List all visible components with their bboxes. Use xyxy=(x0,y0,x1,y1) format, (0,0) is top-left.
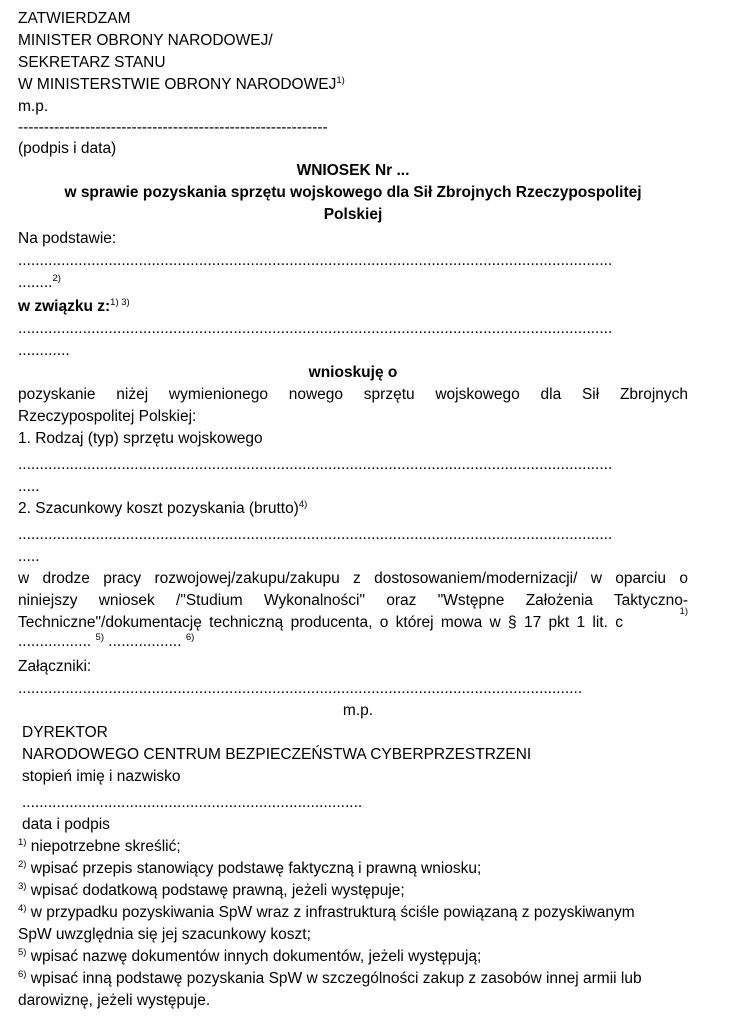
approval-line: SEKRETARZ STANU xyxy=(18,54,166,71)
document-subtitle: Polskiej xyxy=(323,206,383,223)
footnote-ref: 2) xyxy=(52,273,61,284)
signature-line: ------------------------------------------------------------ xyxy=(18,119,328,136)
fill-in-dots: ........ xyxy=(18,274,53,291)
signature-caption: data i podpis xyxy=(22,816,110,833)
footnote-ref: 6) xyxy=(185,632,195,643)
footnote-item xyxy=(18,836,688,858)
footnote-number: 3) xyxy=(18,881,27,892)
footnote-ref: 1) xyxy=(679,606,688,617)
document-subtitle: w sprawie pozyskania sprzętu wojskowego dla Sił Zbrojnych Rzeczypospolitej xyxy=(64,184,642,201)
item-label xyxy=(18,498,688,520)
footnote-item xyxy=(18,858,688,880)
approval-line: MINISTER OBRONY NARODOWEJ/ xyxy=(18,32,273,49)
fill-in-line[interactable]: .......................................................................................................................................... xyxy=(18,252,613,269)
signatory-name-caption: stopień imię i nazwisko xyxy=(22,768,181,785)
fill-in-line[interactable]: ................................................................................................................................... xyxy=(18,680,583,697)
approval-line xyxy=(18,74,688,96)
footnote-ref: 1) xyxy=(336,75,345,86)
footnote-item xyxy=(18,946,688,968)
approval-header xyxy=(18,8,688,160)
footnote-ref: 1) 3) xyxy=(110,297,130,308)
footnote-number: 1) xyxy=(18,837,27,848)
request-text: Rzeczypospolitej Polskiej: xyxy=(18,408,197,425)
footnote-text: wpisać przepis stanowiący podstawę faktyczną i prawną wniosku; xyxy=(30,860,482,877)
document-title: WNIOSEK Nr ... xyxy=(296,162,410,179)
document-page xyxy=(18,8,688,1012)
fill-in-line[interactable]: .......................................................................................................................................... xyxy=(18,456,613,473)
footnote-ref: 4) xyxy=(298,499,308,510)
fill-in-line[interactable]: ............ xyxy=(18,342,70,359)
stamp-placeholder: m.p. xyxy=(342,702,374,719)
footnote-item-continued: SpW uwzględnia się jej szacunkowy koszt; xyxy=(18,926,311,943)
request-text: pozyskanie niżej wymienionego nowego sprzętu wojskowego dla Sił Zbrojnych xyxy=(18,386,688,403)
footnote-item xyxy=(18,968,688,990)
footnote-text: wpisać nazwę dokumentów innych dokumentów, jeżeli występują; xyxy=(30,948,482,965)
fill-in-line[interactable]: ..... xyxy=(18,548,40,565)
basis-label: Na podstawie: xyxy=(18,230,117,247)
relation-label-text: w związku z: xyxy=(18,298,111,315)
footnote-item xyxy=(18,902,688,924)
fill-in-line[interactable] xyxy=(18,272,688,294)
fill-in-line[interactable]: ..... xyxy=(18,478,40,495)
fill-in-dots: ................. xyxy=(108,633,182,650)
item-label-text: 2. Szacunkowy koszt pozyskania (brutto) xyxy=(18,500,299,517)
fill-in-line[interactable] xyxy=(18,634,688,652)
footnote-ref: 5) xyxy=(95,632,104,643)
signature-caption: (podpis i data) xyxy=(18,140,117,157)
footnotes xyxy=(18,836,688,1012)
footnote-number: 5) xyxy=(18,947,27,958)
footnote-text: niepotrzebne skreślić; xyxy=(30,838,181,855)
item-label: 1. Rodzaj (typ) sprzętu wojskowego xyxy=(18,430,263,447)
procurement-text xyxy=(18,606,688,634)
relation-label xyxy=(18,296,688,318)
fill-in-line[interactable]: .......................................................................................................................................... xyxy=(18,526,613,543)
attachments-label: Załączniki: xyxy=(18,658,92,675)
footnote-item-continued: darowiznę, jeżeli występuje. xyxy=(18,992,211,1009)
footnote-text: wpisać dodatkową podstawę prawną, jeżeli występuje; xyxy=(30,882,405,899)
procurement-text: w drodze pracy rozwojowej/zakupu/zakupu z dostosowaniem/modernizacji/ w oparciu o xyxy=(18,570,688,587)
fill-in-line[interactable]: .......................................................................................................................................... xyxy=(18,320,613,337)
signatory-role: DYREKTOR xyxy=(22,724,108,741)
footnote-number: 2) xyxy=(18,859,27,870)
footnote-text: w przypadku pozyskiwania SpW wraz z infrastrukturą ściśle powiązaną z pozyskiwanym xyxy=(30,904,635,921)
fill-in-dots: ................. xyxy=(18,633,92,650)
stamp-placeholder: m.p. xyxy=(18,98,49,115)
signatory-organization: NARODOWEGO CENTRUM BEZPIECZEŃSTWA CYBERPRZESTRZENI xyxy=(22,746,532,763)
footnote-text: wpisać inną podstawę pozyskania SpW w szczególności zakup z zasobów innej armii lub xyxy=(30,970,642,987)
request-heading: wnioskuję o xyxy=(308,364,398,381)
signature-line[interactable]: ............................................................................... xyxy=(22,794,363,811)
procurement-text: niniejszy wniosek /"Studium Wykonalności" oraz "Wstępne Założenia Taktyczno- xyxy=(18,592,688,609)
footnote-number: 6) xyxy=(18,969,27,980)
approval-line: ZATWIERDZAM xyxy=(18,10,131,27)
footnote-number: 4) xyxy=(18,903,27,914)
footnote-item xyxy=(18,880,688,902)
procurement-text-part: Techniczne"/dokumentację techniczną producenta, o której mowa w § 17 pkt 1 lit. c xyxy=(18,614,623,631)
approval-ministry: W MINISTERSTWIE OBRONY NARODOWEJ xyxy=(18,76,337,93)
